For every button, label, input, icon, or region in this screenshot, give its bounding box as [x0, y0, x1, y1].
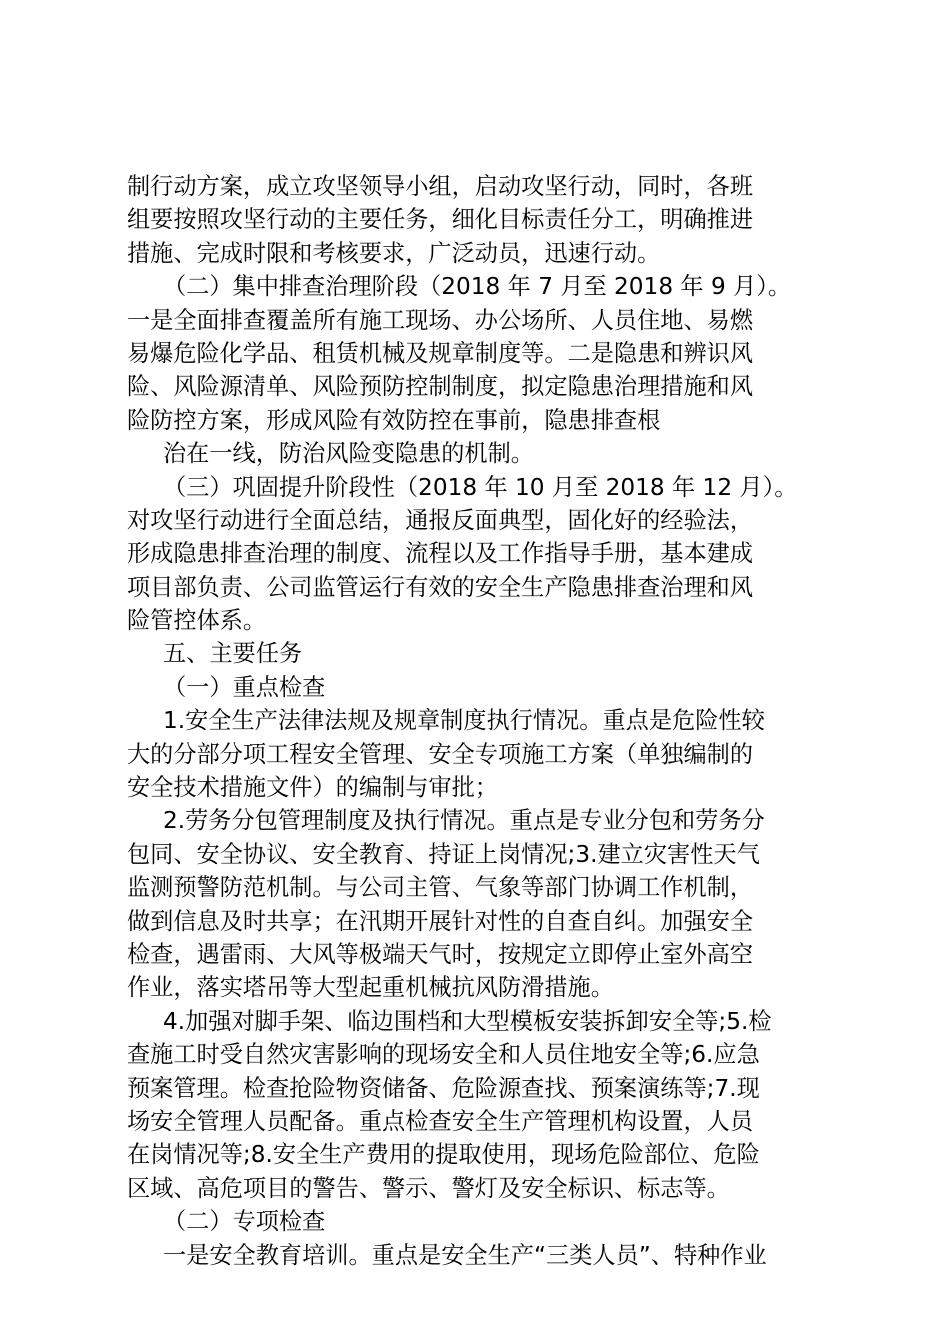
text-line: 安全技术措施文件）的编制与审批；: [127, 774, 498, 802]
text-line: 一是全面排查覆盖所有施工现场、办公场所、人员住地、易燃: [127, 306, 754, 334]
text-line: 险管控体系。: [127, 607, 267, 635]
text-line: 组要按照攻坚行动的主要任务，细化目标责任分工，明确推进: [127, 206, 754, 234]
subsection-heading-key-inspection: （一）重点检查: [163, 673, 326, 701]
text-line: 险、风险源清单、风险预防控制制度，拟定隐患治理措施和风: [127, 373, 754, 401]
text-line: 对攻坚行动进行全面总结，通报反面典型，固化好的经验法，: [127, 506, 754, 534]
text-line: 监测预警防范机制。与公司主管、气象等部门协调工作机制，: [127, 874, 754, 902]
text-line: 形成隐患排查治理的制度、流程以及工作指导手册，基本建成: [127, 540, 754, 568]
text-line: 大的分部分项工程安全管理、安全专项施工方案（单独编制的: [127, 740, 754, 768]
section-heading-stage-2: （二）集中排查治理阶段（2018 年 7 月至 2018 年 9 月）。: [163, 273, 792, 301]
section-heading-main-tasks: 五、主要任务: [163, 640, 303, 668]
text-line: 包同、安全协议、安全教育、持证上岗情况;3.建立灾害性天气: [127, 840, 760, 868]
text-line: 制行动方案，成立攻坚领导小组，启动攻坚行动，同时，各班: [127, 173, 754, 200]
text-line: 做到信息及时共享；在汛期开展针对性的自查自纠。加强安全: [127, 907, 754, 935]
text-line: 易爆危险化学品、租赁机械及规章制度等。二是隐患和辨识风: [127, 339, 754, 367]
text-line: 在岗情况等;8.安全生产费用的提取使用，现场危险部位、危险: [127, 1141, 760, 1169]
text-line: 一是安全教育培训。重点是安全生产“三类人员”、特种作业: [163, 1241, 767, 1269]
document-body: [127, 170, 843, 1272]
text-line: 项目部负责、公司监管运行有效的安全生产隐患排查治理和风: [127, 573, 754, 601]
text-line: 查施工时受自然灾害影响的现场安全和人员住地安全等;6.应急: [127, 1041, 760, 1069]
text-line: 检查，遇雷雨、大风等极端天气时，按规定立即停止室外高空: [127, 940, 754, 968]
text-line: 预案管理。检查抢险物资储备、危险源查找、预案演练等;7.现: [127, 1074, 760, 1102]
text-line: 4.加强对脚手架、临边围档和大型模板安装拆卸安全等;5.检: [163, 1007, 772, 1035]
text-line: 治在一线，防治风险变隐患的机制。: [163, 440, 534, 468]
section-heading-stage-3: （三）巩固提升阶段性（2018 年 10 月至 2018 年 12 月）。: [163, 473, 798, 501]
text-line: 区域、高危项目的警告、警示、警灯及安全标识、标志等。: [127, 1174, 730, 1202]
subsection-heading-special-inspection: （二）专项检查: [163, 1208, 326, 1236]
text-line: 2.劳务分包管理制度及执行情况。重点是专业分包和劳务分: [163, 807, 765, 835]
text-line: 场安全管理人员配备。重点检查安全生产管理机构设置，人员: [127, 1107, 754, 1135]
text-line: 险防控方案，形成风险有效防控在事前，隐患排查根: [127, 406, 661, 434]
text-line: 作业，落实塔吊等大型起重机械抗风防滑措施。: [127, 974, 614, 1002]
text-line: 措施、完成时限和考核要求，广泛动员，迅速行动。: [127, 239, 661, 267]
text-line: 1.安全生产法律法规及规章制度执行情况。重点是危险性较: [163, 707, 765, 735]
